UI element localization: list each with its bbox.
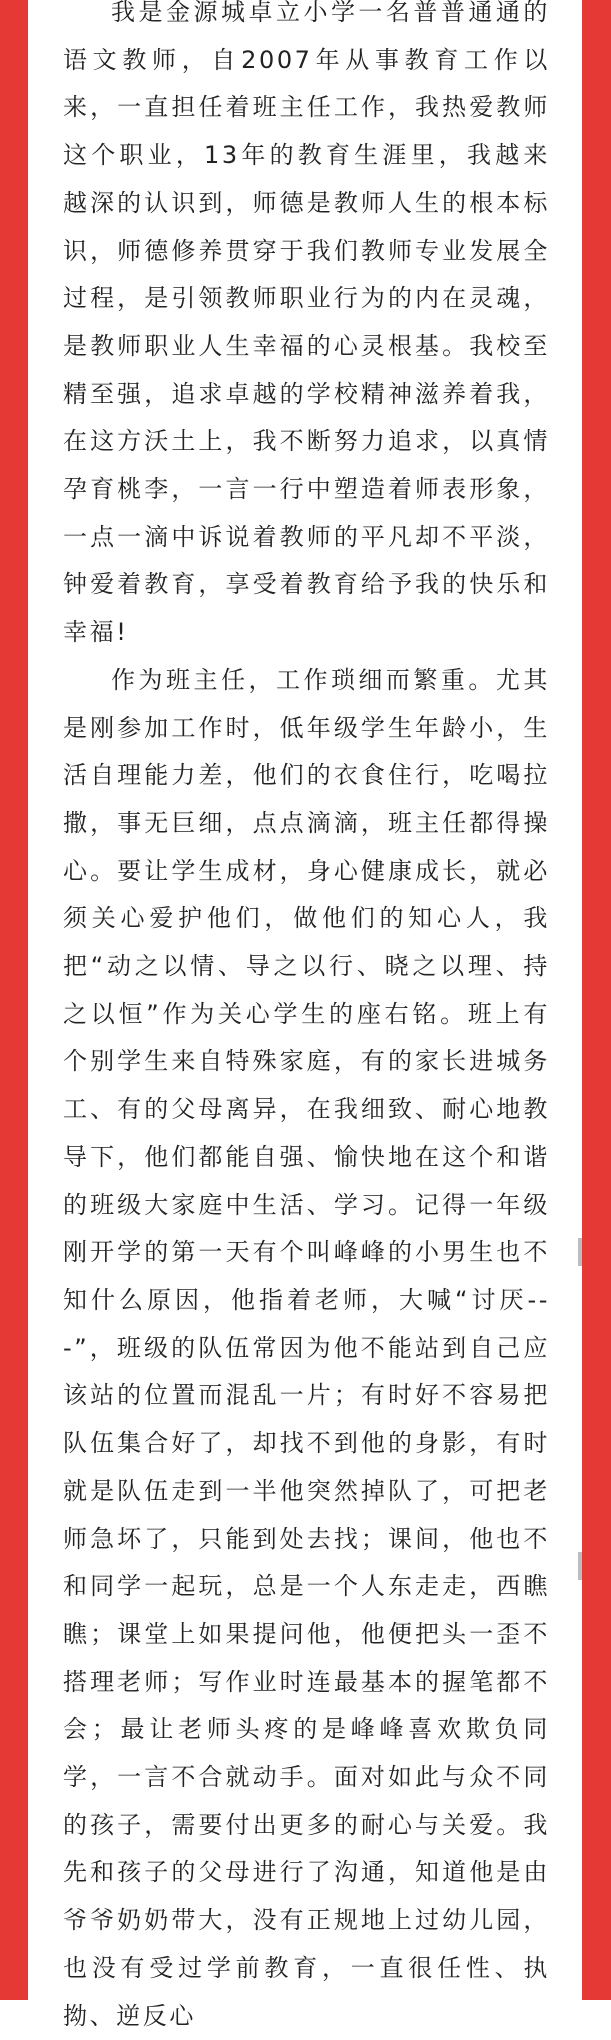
scrollbar-thumb[interactable] bbox=[578, 1238, 582, 1266]
left-red-frame bbox=[0, 0, 28, 2000]
article-body bbox=[63, 0, 550, 2040]
scrollbar-thumb[interactable] bbox=[578, 1552, 582, 1580]
paragraph: 我是金源城卓立小学一名普普通通的语文教师，自2007年从事教育工作以来，一直担任着班主任工作，我热爱教师这个职业，13年的教育生涯里，我越来越深的认识到，师德是教师人生的根本标识，师德修养贯穿于我们教师专业发展全过程，是引领教师职业行为的内在灵魂，是教师职业人生幸福的心灵根基。我校至精至强，追求卓越的学校精神滋养着我，在这方沃土上，我不断努力追求，以真情孕育桃李，一言一行中塑造着师表形象，一点一滴中诉说着教师的平凡却不平淡，钟爱着教育，享受着教育给予我的快乐和幸福! bbox=[63, 0, 550, 647]
right-red-frame bbox=[582, 0, 611, 2000]
paragraph: 作为班主任，工作琐细而繁重。尤其是刚参加工作时，低年级学生年龄小，生活自理能力差，他们的衣食住行，吃喝拉撒，事无巨细，点点滴滴，班主任都得操心。要让学生成材，身心健康成长，就必须关心爱护他们，做他们的知心人，我把“动之以情、导之以行、晓之以理、持之以恒”作为关心学生的座右铭。班上有个别学生来自特殊家庭，有的家长进城务工、有的父母离异，在我细致、耐心地教导下，他们都能自强、愉快地在这个和谐的班级大家庭中生活、学习。记得一年级刚开学的第一天有个叫峰峰的小男生也不知什么原因，他指着老师，大喊“讨厌---”，班级的队伍常因为他不能站到自己应该站的位置而混乱一片；有时好不容易把队伍集合好了，却找不到他的身影，有时就是队伍走到一半他突然掉队了，可把老师急坏了，只能到处去找；课间，他也不和同学一起玩，总是一个人东走走，西瞧瞧；课堂上如果提问他，他便把头一歪不搭理老师；写作业时连最基本的握笔都不会；最让老师头疼的是峰峰喜欢欺负同学，一言不合就动手。面对如此与众不同的孩子，需要付出更多的耐心与关爱。我先和孩子的父母进行了沟通，知道他是由爷爷奶奶带大，没有正规地上过幼儿园，也没有受过学前教育，一直很任性、执拗、逆反心 bbox=[63, 665, 550, 2030]
